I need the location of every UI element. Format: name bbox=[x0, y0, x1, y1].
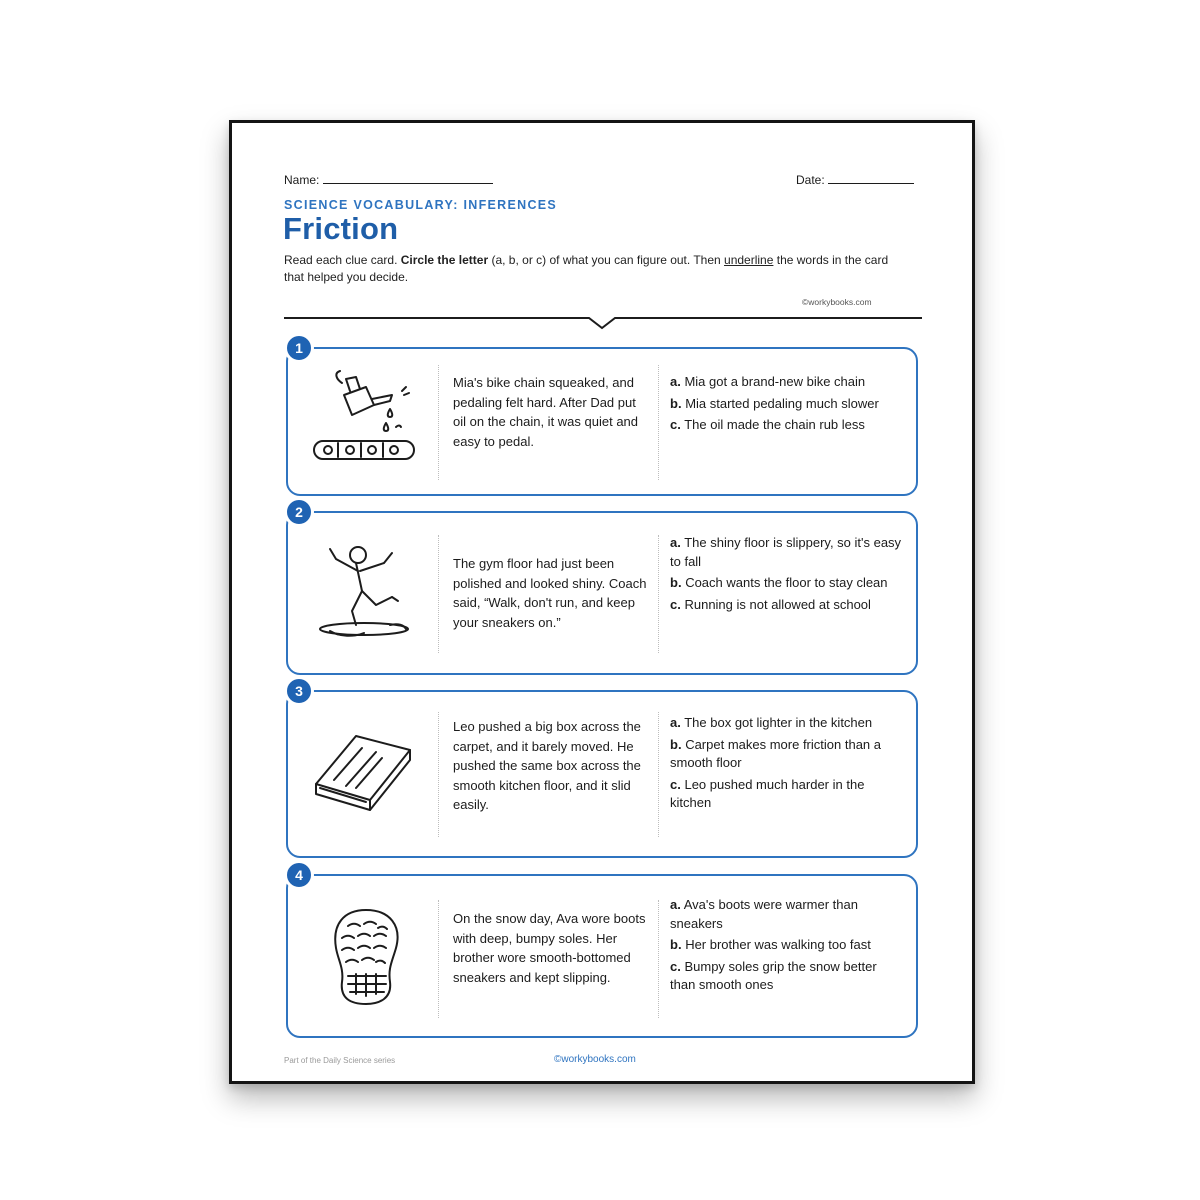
option-letter: c. bbox=[670, 596, 681, 612]
clue-card-2 bbox=[286, 504, 918, 675]
option-b[interactable] bbox=[670, 736, 905, 773]
card-number-badge: 1 bbox=[284, 333, 314, 363]
instructions-part1: Read each clue card. bbox=[284, 253, 401, 267]
date-label: Date: bbox=[796, 173, 825, 187]
option-c[interactable] bbox=[670, 776, 905, 813]
option-a[interactable] bbox=[670, 534, 905, 571]
card-divider bbox=[438, 900, 439, 1018]
option-a[interactable] bbox=[670, 373, 905, 392]
header-divider bbox=[284, 309, 922, 331]
person-slipping-icon bbox=[306, 541, 436, 641]
card-clue-text: On the snow day, Ava wore boots with deep, bumpy soles. Her brother wore smooth-bottomed sneakers and kept slipping. bbox=[453, 911, 646, 985]
instructions bbox=[284, 252, 904, 286]
instructions-underlined: underline bbox=[724, 253, 774, 267]
card-clue-text: Leo pushed a big box across the carpet, and it barely moved. He pushed the same box across the smooth kitchen floor, and it slid easily. bbox=[453, 719, 641, 812]
card-divider bbox=[658, 365, 659, 480]
option-a[interactable] bbox=[670, 896, 905, 933]
section-kicker: SCIENCE VOCABULARY: INFERENCES bbox=[284, 198, 558, 212]
option-text: Carpet makes more friction than a smooth floor bbox=[670, 736, 881, 770]
card-options bbox=[670, 714, 905, 816]
instructions-bold: Circle the letter bbox=[400, 253, 489, 267]
card-number-badge: 4 bbox=[284, 860, 314, 890]
card-clue-text: The gym floor had just been polished and looked shiny. Coach said, “Walk, don't run, and keep your sneakers on.” bbox=[453, 556, 647, 630]
option-letter: b. bbox=[670, 937, 682, 952]
card-number-badge: 3 bbox=[284, 676, 314, 706]
option-letter: c. bbox=[670, 776, 681, 792]
option-text: The box got lighter in the kitchen bbox=[684, 715, 873, 730]
option-b[interactable] bbox=[670, 574, 905, 593]
option-letter: c. bbox=[670, 417, 681, 432]
option-letter: a. bbox=[670, 897, 681, 912]
option-text: Coach wants the floor to stay clean bbox=[685, 575, 888, 590]
option-letter: b. bbox=[670, 575, 682, 590]
option-text: Her brother was walking too fast bbox=[685, 937, 871, 952]
option-text: The shiny floor is slippery, so it's easy to fall bbox=[670, 535, 902, 569]
option-c[interactable] bbox=[670, 416, 905, 435]
option-text: Bumpy soles grip the snow better than smooth ones bbox=[670, 958, 877, 992]
option-letter: b. bbox=[670, 395, 682, 411]
card-options bbox=[670, 373, 905, 438]
card-divider bbox=[438, 535, 439, 653]
card-options bbox=[670, 534, 905, 617]
card-divider bbox=[658, 900, 659, 1018]
option-a[interactable] bbox=[670, 714, 905, 733]
card-clue-text: Mia's bike chain squeaked, and pedaling felt hard. After Dad put oil on the chain, it was quiet and easy to pedal. bbox=[453, 375, 639, 449]
worksheet-page bbox=[229, 120, 975, 1084]
footer-series-note: Part of the Daily Science series bbox=[284, 1056, 396, 1065]
card-number-badge: 2 bbox=[284, 497, 314, 527]
clue-card-1 bbox=[286, 340, 918, 496]
card-options bbox=[670, 896, 905, 998]
option-letter: a. bbox=[670, 715, 681, 730]
copyright-note: ©workybooks.com bbox=[802, 297, 872, 307]
name-label: Name: bbox=[284, 173, 320, 187]
option-b[interactable] bbox=[670, 395, 905, 414]
date-blank[interactable] bbox=[828, 173, 914, 184]
name-field-row bbox=[284, 173, 493, 187]
clue-card-3 bbox=[286, 683, 918, 858]
instructions-part3: the words in the card that helped you decide. bbox=[284, 253, 889, 284]
option-text: The oil made the chain rub less bbox=[684, 417, 865, 432]
card-divider bbox=[438, 712, 439, 837]
instructions-part2: (a, b, or c) of what you can figure out. Then bbox=[488, 253, 725, 267]
box-icon bbox=[306, 728, 436, 818]
option-letter: a. bbox=[670, 374, 681, 389]
footer-site-link[interactable]: ©workybooks.com bbox=[554, 1054, 636, 1065]
option-letter: a. bbox=[670, 535, 681, 550]
boot-sole-icon bbox=[306, 906, 436, 1006]
name-blank[interactable] bbox=[323, 173, 493, 184]
option-text: Mia got a brand-new bike chain bbox=[684, 374, 866, 389]
date-field-row bbox=[796, 173, 914, 187]
option-text: Leo pushed much harder in the kitchen bbox=[670, 776, 865, 810]
option-text: Ava's boots were warmer than sneakers bbox=[670, 897, 858, 931]
option-c[interactable] bbox=[670, 958, 905, 995]
oil-can-chain-icon bbox=[306, 365, 436, 475]
option-letter: c. bbox=[670, 958, 681, 974]
clue-card-4 bbox=[286, 867, 918, 1038]
card-divider bbox=[438, 365, 439, 480]
card-divider bbox=[658, 712, 659, 837]
option-text: Running is not allowed at school bbox=[684, 596, 871, 612]
option-b[interactable] bbox=[670, 936, 905, 955]
option-text: Mia started pedaling much slower bbox=[685, 395, 879, 411]
page-title: Friction bbox=[283, 211, 399, 246]
card-divider bbox=[658, 535, 659, 653]
option-letter: b. bbox=[670, 736, 682, 752]
option-c[interactable] bbox=[670, 596, 905, 615]
